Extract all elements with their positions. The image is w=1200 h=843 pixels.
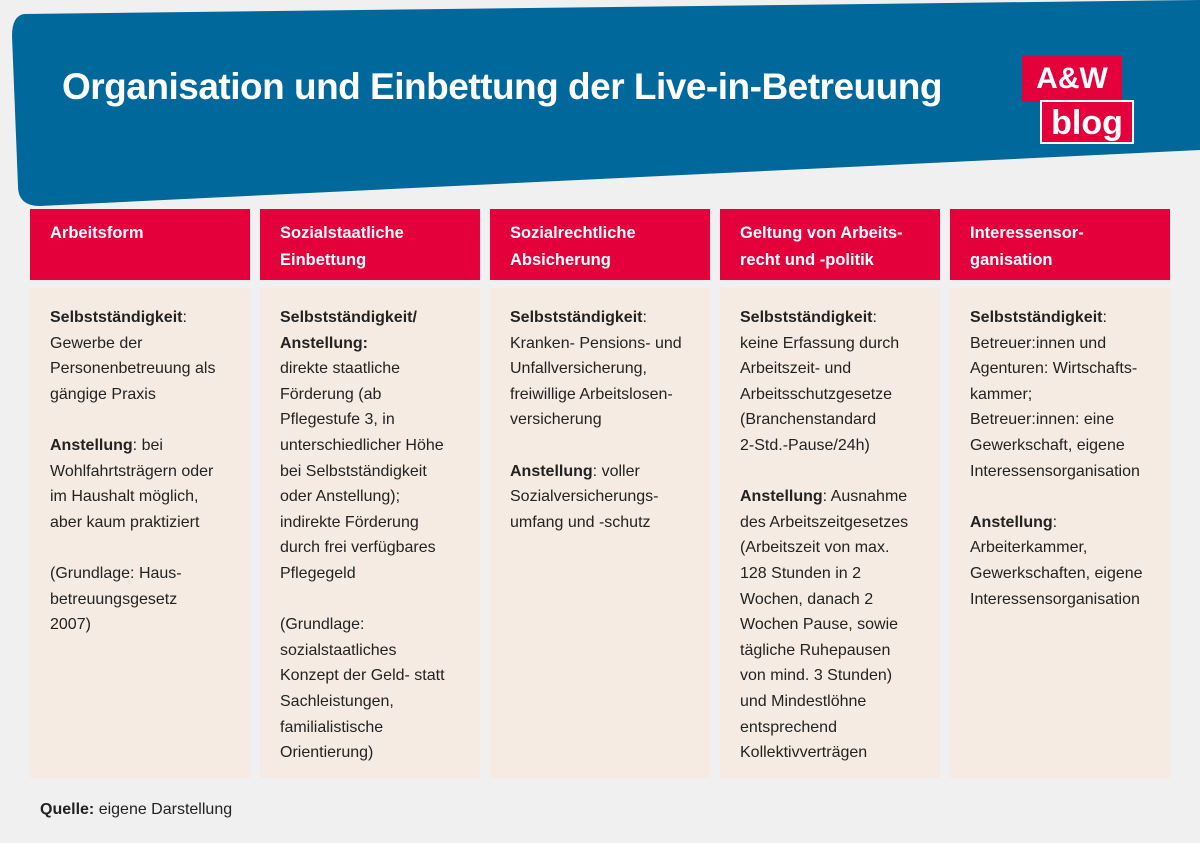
paragraph-line: (Arbeitszeit von max. (740, 539, 890, 557)
column-heading (490, 209, 710, 280)
paragraph-line: gängige Praxis (50, 385, 156, 403)
paragraph-line: sozialstaatliches (280, 641, 397, 659)
heading-line: Arbeitsform (50, 224, 144, 242)
paragraph-line: umfang und -schutz (510, 513, 651, 531)
paragraph-line: Betreuer:innen und (970, 334, 1107, 352)
paragraph-line: Pflegegeld (280, 564, 356, 582)
paragraph-label-suffix: : Ausnahme (822, 488, 908, 506)
paragraph-line: 2-Std.-Pause/24h) (740, 436, 870, 454)
column-body (30, 288, 250, 778)
heading-line: Interessensor- (970, 224, 1084, 242)
paragraph-label-suffix: : voller (592, 462, 640, 480)
paragraph-label-suffix: : (642, 309, 647, 326)
paragraph-line: Wochen Pause, sowie (740, 616, 899, 634)
paragraph-line: Sachleistungen, (280, 692, 394, 710)
paragraph-label: Selbstständigkeit/ (280, 309, 417, 326)
paragraph-label-suffix: : (1052, 513, 1058, 531)
heading-line: Geltung von Arbeits- (740, 224, 903, 242)
paragraph-label: Anstellung (50, 436, 133, 454)
paragraph-line: 2007) (50, 616, 91, 634)
column-paragraph (280, 331, 470, 587)
column-body (950, 288, 1170, 778)
paragraph-line: Wohlfahrtsträgern oder (50, 462, 214, 480)
heading-line: ganisation (970, 251, 1053, 269)
paragraph-line: indirekte Förderung (280, 513, 419, 531)
heading-line: recht und -politik (740, 251, 874, 269)
column-body (490, 288, 710, 778)
paragraph-line: betreuungsgesetz (50, 590, 178, 608)
paragraph-line: und Mindestlöhne (740, 692, 867, 710)
paragraph-label: Selbstständigkeit (970, 309, 1103, 326)
paragraph-line: Arbeitsschutzgesetze (740, 385, 893, 403)
paragraph-line: (Grundlage: Haus- (50, 564, 182, 582)
paragraph-line: Betreuer:innen: eine (970, 411, 1115, 429)
column-paragraph (50, 305, 240, 407)
paragraph-label-line (740, 484, 930, 510)
paragraph-line: entsprechend (740, 718, 837, 736)
paragraph-line: Personenbetreuung als (50, 360, 216, 378)
paragraph-line: von mind. 3 Stunden) (740, 667, 893, 685)
comparison-columns (30, 209, 1170, 779)
logo-line2: blog (1040, 100, 1134, 144)
paragraph-line: (Branchenstandard (740, 411, 877, 429)
paragraph-line: Orientierung) (280, 744, 374, 762)
column-paragraph (970, 510, 1160, 612)
column-paragraph (510, 459, 700, 536)
paragraph-line: Interessensorganisation (970, 462, 1140, 480)
column-body (720, 288, 940, 778)
heading-line: Einbettung (280, 251, 367, 269)
column-paragraph (510, 305, 700, 433)
paragraph-line: keine Erfassung durch (740, 334, 900, 352)
column-paragraph (280, 612, 470, 766)
paragraph-line: Interessensorganisation (970, 590, 1140, 608)
paragraph-line: des Arbeitszeitgesetzes (740, 513, 909, 531)
paragraph-label-line (280, 331, 470, 357)
paragraph-line: durch frei verfügbares (280, 539, 436, 557)
paragraph-label: Selbstständigkeit (50, 309, 183, 326)
paragraph-label-line (740, 305, 930, 331)
header-banner (0, 0, 1200, 210)
paragraph-line: direkte staatliche (280, 360, 401, 378)
column-heading (720, 209, 940, 280)
paragraph-label: Selbstständigkeit (510, 309, 643, 326)
column-paragraph (740, 305, 930, 459)
paragraph-line: Konzept der Geld- statt (280, 667, 445, 685)
paragraph-label: Anstellung: (280, 334, 368, 352)
paragraph-line: oder Anstellung); (280, 488, 401, 506)
paragraph-label: Anstellung (970, 513, 1053, 531)
paragraph-line: familialistische (280, 718, 384, 736)
paragraph-line: 128 Stunden in 2 (740, 564, 861, 582)
source-text: eigene Darstellung (98, 801, 233, 818)
column-paragraph (740, 484, 930, 766)
paragraph-label: Anstellung (510, 462, 593, 480)
paragraph-line: Kranken- Pensions- und (510, 334, 682, 352)
paragraph-label-line (510, 305, 700, 331)
paragraph-line: (Grundlage: (280, 616, 365, 634)
paragraph-label-line (50, 433, 240, 459)
paragraph-line: Arbeiterkammer, (970, 539, 1088, 557)
paragraph-line: aber kaum praktiziert (50, 513, 200, 531)
paragraph-label-suffix: : (1102, 309, 1107, 326)
paragraph-line: Arbeitszeit- und (740, 360, 852, 378)
paragraph-line: Kollektivverträgen (740, 744, 868, 762)
paragraph-label: Anstellung (740, 488, 823, 506)
paragraph-line: tägliche Ruhepausen (740, 641, 891, 659)
paragraph-line: Förderung (ab (280, 385, 382, 403)
page-title: Organisation und Einbettung der Live-in-Betreuung (62, 66, 942, 107)
paragraph-line: Sozialversicherungs- (510, 488, 659, 506)
heading-line: Sozialstaatliche (280, 224, 404, 242)
paragraph-line: Agenturen: Wirtschafts- (970, 360, 1138, 378)
paragraph-line: versicherung (510, 411, 602, 429)
paragraph-line: unterschiedlicher Höhe (280, 436, 444, 454)
column-paragraph (280, 305, 470, 331)
paragraph-label: Selbstständigkeit (740, 309, 873, 326)
paragraph-label-line (970, 305, 1160, 331)
paragraph-line: Gewerkschaft, eigene (970, 436, 1125, 454)
paragraph-line: Pflegestufe 3, in (280, 411, 395, 429)
paragraph-line: Gewerbe der (50, 334, 143, 352)
column-paragraph (50, 561, 240, 638)
column-body (260, 288, 480, 778)
paragraph-label-suffix: : bei (132, 436, 163, 454)
paragraph-label-suffix: : (182, 309, 187, 326)
paragraph-line: freiwillige Arbeitslosen- (510, 385, 673, 403)
paragraph-label-line (510, 459, 700, 485)
paragraph-line: Gewerkschaften, eigene (970, 564, 1143, 582)
heading-line: Sozialrechtliche (510, 224, 636, 242)
paragraph-label-suffix: : (872, 309, 877, 326)
column-heading (30, 209, 250, 280)
logo-line1: A&W (1022, 56, 1122, 102)
heading-line: Absicherung (510, 251, 611, 269)
paragraph-line: Wochen, danach 2 (740, 590, 874, 608)
paragraph-label-line (970, 510, 1160, 536)
paragraph-line: bei Selbstständigkeit (280, 462, 427, 480)
source-label: Quelle: (40, 801, 95, 818)
paragraph-label-line (50, 305, 240, 331)
paragraph-label-line (280, 305, 470, 331)
source-note (40, 801, 232, 819)
paragraph-line: kammer; (970, 385, 1033, 403)
column-heading (950, 209, 1170, 280)
aw-blog-logo (1022, 56, 1134, 146)
column-heading (260, 209, 480, 280)
column-paragraph (970, 305, 1160, 484)
column-paragraph (50, 433, 240, 535)
paragraph-line: im Haushalt möglich, (50, 488, 199, 506)
paragraph-line: Unfallversicherung, (510, 360, 647, 378)
